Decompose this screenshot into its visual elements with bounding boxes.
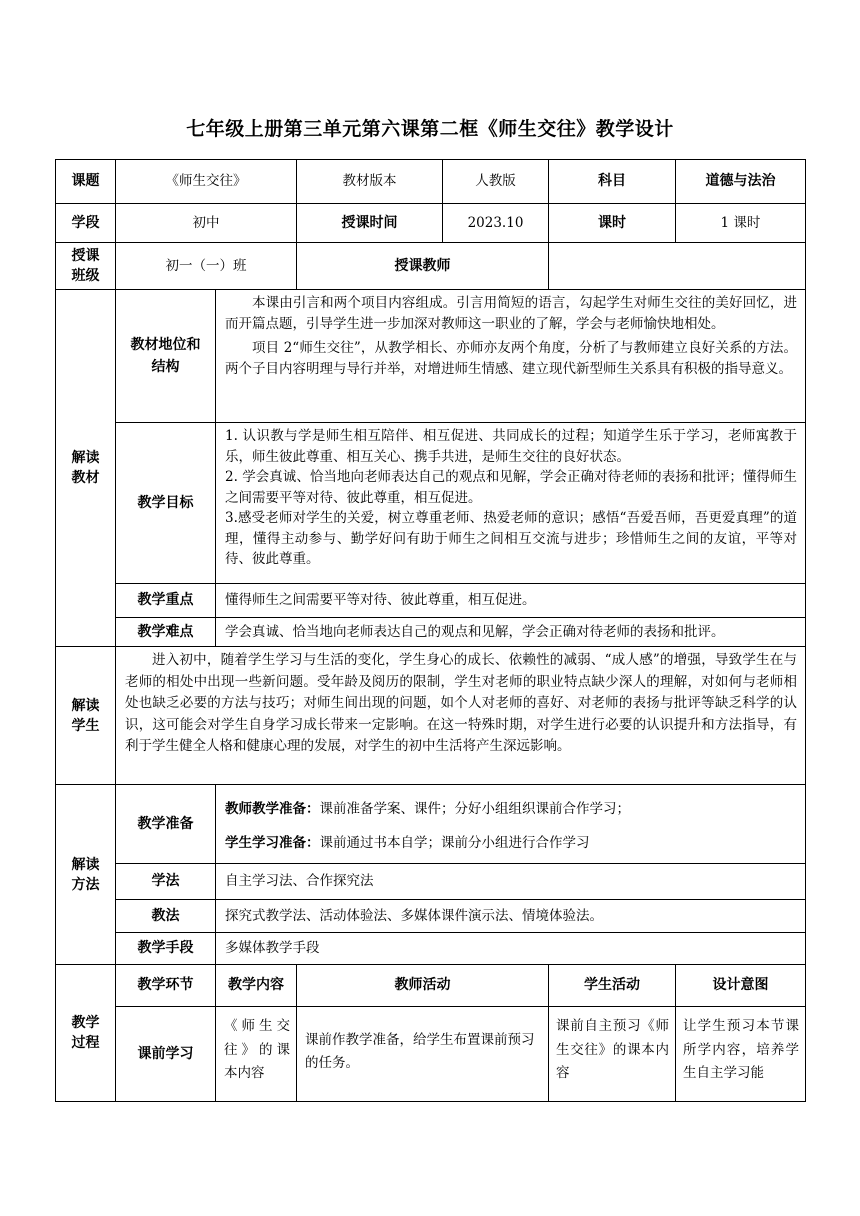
process-teacher: 课前作教学准备，给学生布置课前预习的任务。 [297,1007,549,1102]
goal-3: 3.感受老师对学生的关爱，树立尊重老师、热爱老师的意识；感悟“吾爱吾师，吾更爱真理”的道理，懂得主动参与、勤学好问有助于师生之间相互交流与进步；珍惜师生之间的友谊，平等对待、彼此尊重。 [225,510,797,567]
class-label-line-1: 授课 [71,248,100,264]
difficult-label: 教学难点 [116,618,216,647]
student-prep [225,833,805,854]
position-label [116,290,216,423]
teacher-prep-value: 课前准备学案、课件；分好小组组织课前合作学习； [319,801,630,817]
section-process [55,965,116,1102]
section-material-line-1: 解读 [71,450,100,466]
textbook-label: 教材版本 [297,159,443,204]
study-value: 自主学习法、合作探究法 [216,864,806,900]
goals-text [216,423,806,584]
position-paragraph-1: 本课由引言和两个项目内容组成。引言用简短的语言，勾起学生对师生交往的美好回忆，进而开篇点题，引导学生进一步加深对教师这一职业的了解，学会与老师愉快地相处。 [225,295,797,332]
means-value: 多媒体教学手段 [216,933,806,965]
student-prep-label: 学生学习准备： [225,835,320,851]
key-value: 懂得师生之间需要平等对待、彼此尊重，相互促进。 [216,584,806,618]
process-content: 《师生交往》的课本内容 [216,1007,297,1102]
student-prep-value: 课前通过书本自学；课前分小组进行合作学习 [319,835,590,851]
subject-value: 道德与法治 [676,159,806,204]
teacher-prep [225,799,805,820]
process-student: 课前自主预习《师生交往》的课本内容 [549,1007,676,1102]
section-material [55,290,116,647]
teacher-prep-label: 教师教学准备： [225,801,320,817]
process-header-teacher: 教师活动 [297,965,549,1007]
process-intent: 让学生预习本节课所学内容，培养学生自主学习能 [676,1007,806,1102]
goals-label: 教学目标 [116,423,216,584]
difficult-value: 学会真诚、恰当地向老师表达自己的观点和见解，学会正确对待老师的表扬和批评。 [216,618,806,647]
process-header-student: 学生活动 [549,965,676,1007]
students-paragraph: 进入初中，随着学生学习与生活的变化，学生身心的成长、依赖性的减弱、“成人感”的增强，导致学生在与老师的相处中出现一些新问题。受年龄及阅历的限制，学生对老师的职业特点缺少深人的理解，对如何与老师相处也缺乏必要的方法与技巧；对师生间出现的问题，如个人对老师的喜好、对老师的表扬与批评等缺乏科学的认识，这可能会对学生自身学习成长带来一定影响。在这一特殊时期，对学生进行必要的认识提升和方法指导，有利于学生健全人格和健康心理的发展，对学生的初中生活将产生深远影响。 [125,652,797,754]
textbook-value: 人教版 [443,159,549,204]
process-header-content: 教学内容 [216,965,297,1007]
process-header-stage: 教学环节 [116,965,216,1007]
section-students-line-2: 学生 [71,717,100,734]
teach-value: 探究式教学法、活动体验法、多媒体课件演示法、情境体验法。 [216,900,806,933]
section-methods-line-2: 方法 [71,876,100,893]
process-stage: 课前学习 [116,1007,216,1102]
section-process-line-2: 过程 [71,1035,100,1051]
students-text [116,647,806,785]
means-label: 教学手段 [116,933,216,965]
prep-label: 教学准备 [116,785,216,864]
process-header-intent: 设计意图 [676,965,806,1007]
prep-text [216,785,806,864]
section-students [55,647,116,785]
subject-label: 科目 [549,159,676,204]
stage-value: 初中 [116,204,297,243]
course-label: 课题 [55,159,116,204]
course-value: 《师生交往》 [116,159,297,204]
section-process-line-1: 教学 [71,1015,100,1031]
position-paragraph-2: 项目 2“师生交往”，从教学相长、亦师亦友两个角度，分析了与教师建立良好关系的方法。两个子目内容明理与导行并举，对增进师生情感、建立现代新型师生关系具有积极的指导意义。 [225,340,797,377]
time-value: 2023.10 [443,204,549,243]
key-label: 教学重点 [116,584,216,618]
class-label [55,243,116,290]
position-label-line-2: 结构 [151,359,180,375]
section-methods-line-1: 解读 [71,856,100,873]
document-title: 七年级上册第三单元第六课第二框《师生交往》教学设计 [186,118,674,140]
hours-label: 课时 [549,204,676,243]
section-students-line-1: 解读 [71,697,100,714]
teacher-value [549,243,806,290]
position-text [216,290,806,423]
section-methods [55,785,116,965]
goal-2: 2. 学会真诚、恰当地向老师表达自己的观点和见解，学会正确对待老师的表扬和批评；懂得师生之间需要平等对待、彼此尊重，相互促进。 [225,469,797,506]
class-label-line-2: 班级 [71,268,100,284]
goal-1: 1. 认识教与学是师生相互陪伴、相互促进、共同成长的过程；知道学生乐于学习，老师寓教于乐，师生彼此尊重、相互关心、携手共进，是师生交往的良好状态。 [225,428,797,465]
study-label: 学法 [116,864,216,900]
teach-label: 教法 [116,900,216,933]
class-value: 初一（一）班 [116,243,297,290]
time-label: 授课时间 [297,204,443,243]
stage-label: 学段 [55,204,116,243]
section-material-line-2: 教材 [71,470,100,486]
teacher-label: 授课教师 [297,243,549,290]
position-label-line-1: 教材地位和 [130,337,201,353]
hours-value: 1 课时 [676,204,806,243]
